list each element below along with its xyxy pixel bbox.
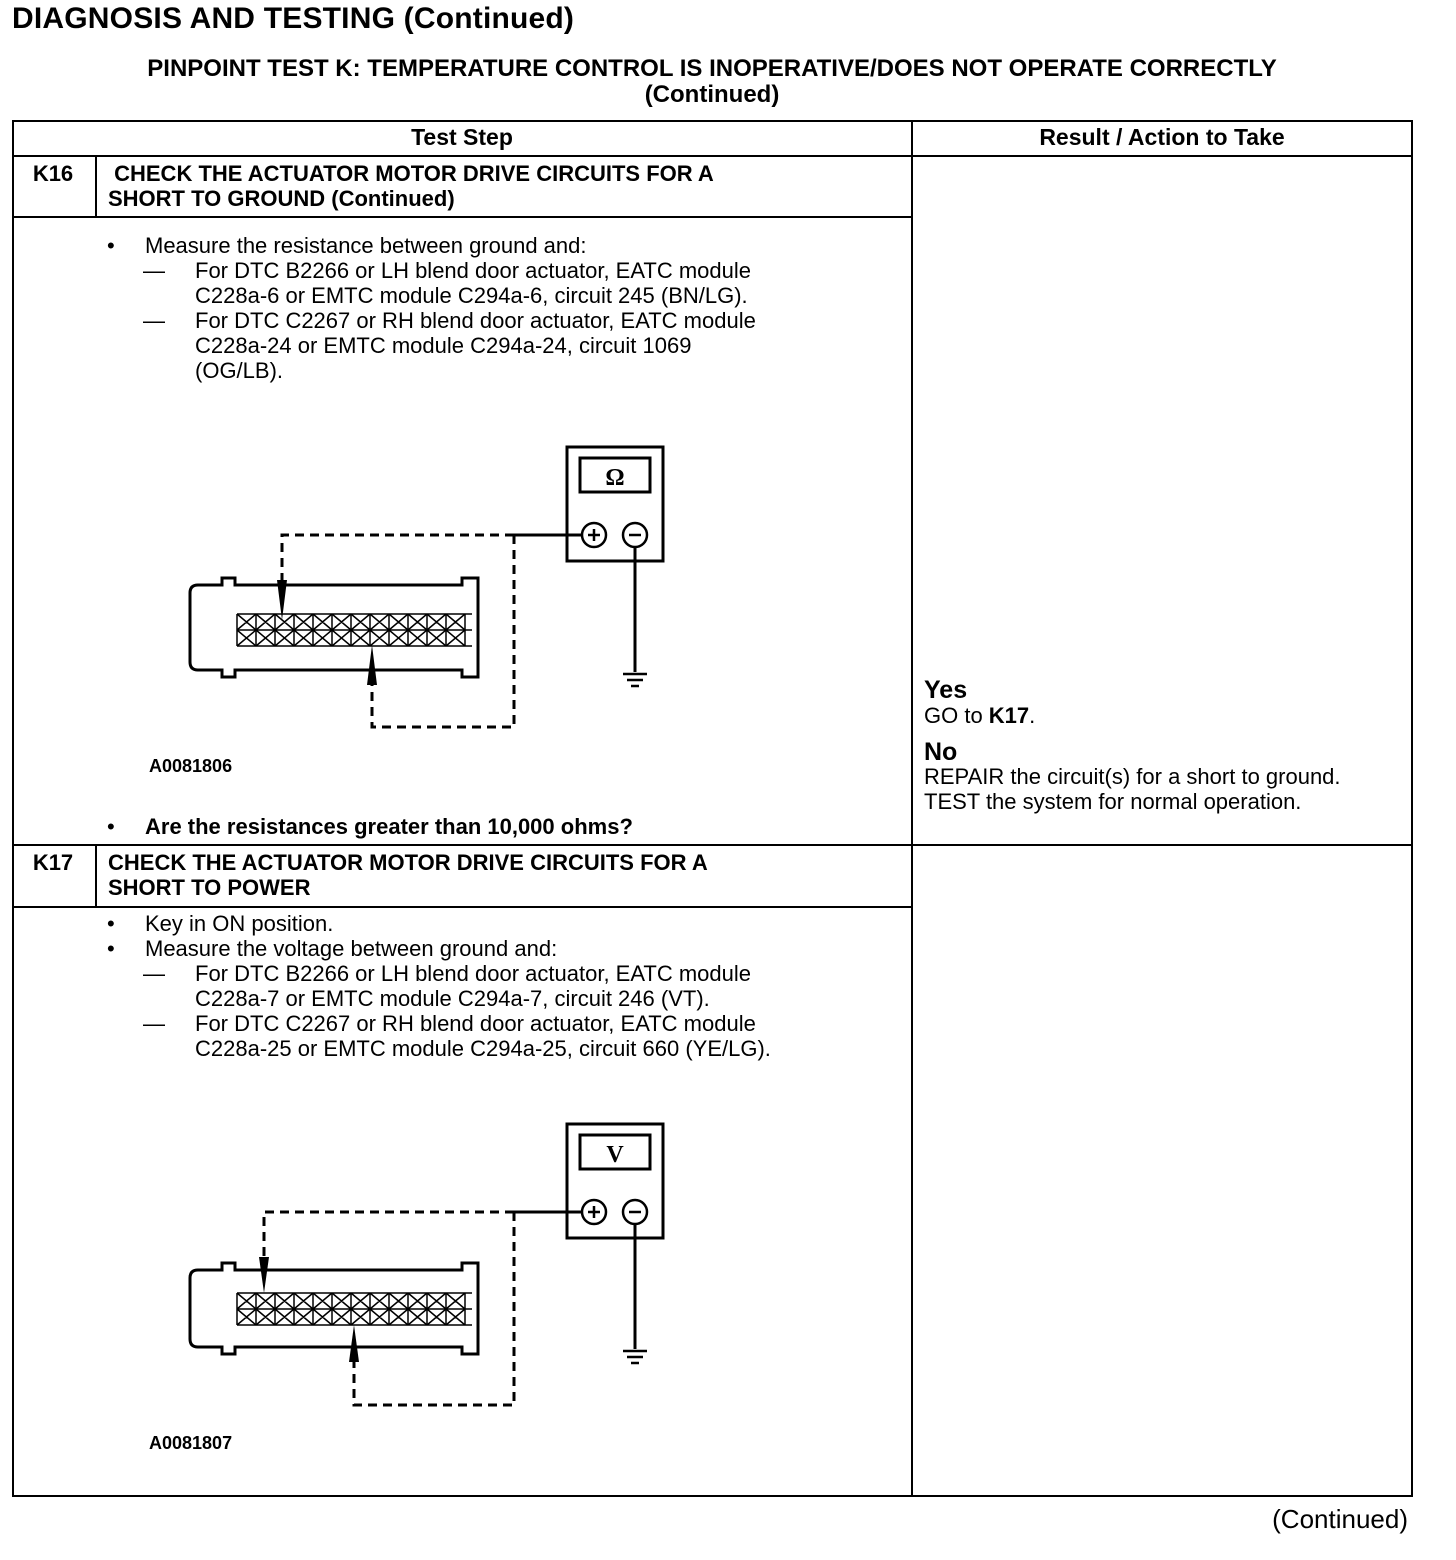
probe-lead-2 [372,535,514,727]
probe-tip-2-icon [367,645,377,685]
step-title-k17 [108,850,888,900]
step-title-k17-line-2: SHORT TO POWER [108,875,311,900]
k16-no-label: No [924,738,958,766]
meter-symbol: Ω [605,465,625,491]
continued-note: (Continued) [1272,1504,1408,1534]
probe-lead-1 [282,535,514,580]
header-rule [12,155,1413,157]
subtitle-line-1: PINPOINT TEST K: TEMPERATURE CONTROL IS INOPERATIVE/DOES NOT OPERATE CORRECTLY [147,55,1277,82]
meter-symbol: V [606,1142,624,1168]
k16-title-rule [12,216,912,218]
page-title: DIAGNOSIS AND TESTING (Continued) [12,2,575,35]
k17-sub-item-2-text: For DTC C2267 or RH blend door actuator, EATC module C228a-25 or EMTC module C294a-25, circuit 660 (YE/LG). [195,1011,771,1061]
k16-yes-action [924,703,1394,728]
k17-bullet-1-text: Key in ON position. [145,911,334,936]
probe-tip-2-icon [349,1325,359,1362]
k17-row-rule [12,844,1413,846]
column-divider [911,120,913,1497]
k16-yes-suffix: . [1029,703,1036,728]
figure-id-k17: A0081807 [149,1433,233,1453]
ohmmeter-diagram [180,440,680,740]
k16-sub-item-2-text: For DTC C2267 or RH blend door actuator, EATC module C228a-24 or EMTC module C294a-24, circuit 1069 (OG/LB). [195,308,756,383]
col-header-result: Result / Action to Take [1039,124,1285,150]
k16-yes-target-link[interactable]: K17 [988,703,1030,728]
probe-tip-1-icon [259,1257,269,1293]
probe-lead-1 [264,1212,514,1257]
pinpoint-test-title [12,56,1412,108]
k16-bullet-1-text: Measure the resistance between ground and: [145,233,587,258]
step-title-k17-line-1: CHECK THE ACTUATOR MOTOR DRIVE CIRCUITS FOR A [108,850,708,875]
step-id-k17: K17 [32,850,74,875]
k17-id-divider [95,844,97,907]
col-header-test-step: Test Step [411,124,513,150]
k17-title-rule [12,906,912,908]
subtitle-line-2: (Continued) [644,81,780,108]
k17-sub-item-1-text: For DTC B2266 or LH blend door actuator, EATC module C228a-7 or EMTC module C294a-7, circuit 246 (VT). [195,961,751,1011]
ground-icon [623,674,647,686]
k16-no-action: REPAIR the circuit(s) for a short to ground. TEST the system for normal operation. [924,764,1341,814]
voltmeter-diagram [180,1117,680,1417]
figure-id-k16: A0081806 [149,756,233,776]
k16-sub-item-1-text: For DTC B2266 or LH blend door actuator, EATC module C228a-6 or EMTC module C294a-6, circuit 245 (BN/LG). [195,258,751,308]
step-title-k16 [108,161,888,211]
k16-yes-text: GO to [924,703,989,728]
step-title-k16-line-1: CHECK THE ACTUATOR MOTOR DRIVE CIRCUITS FOR A [108,161,714,186]
step-id-k16: K16 [32,161,74,186]
step-title-k16-line-2: SHORT TO GROUND (Continued) [108,186,455,211]
k16-id-divider [95,155,97,217]
k16-question-text: Are the resistances greater than 10,000 ohms? [145,814,633,839]
k16-yes-label: Yes [924,676,968,704]
ground-icon [623,1351,647,1363]
k17-bullet-2-text: Measure the voltage between ground and: [145,936,558,961]
